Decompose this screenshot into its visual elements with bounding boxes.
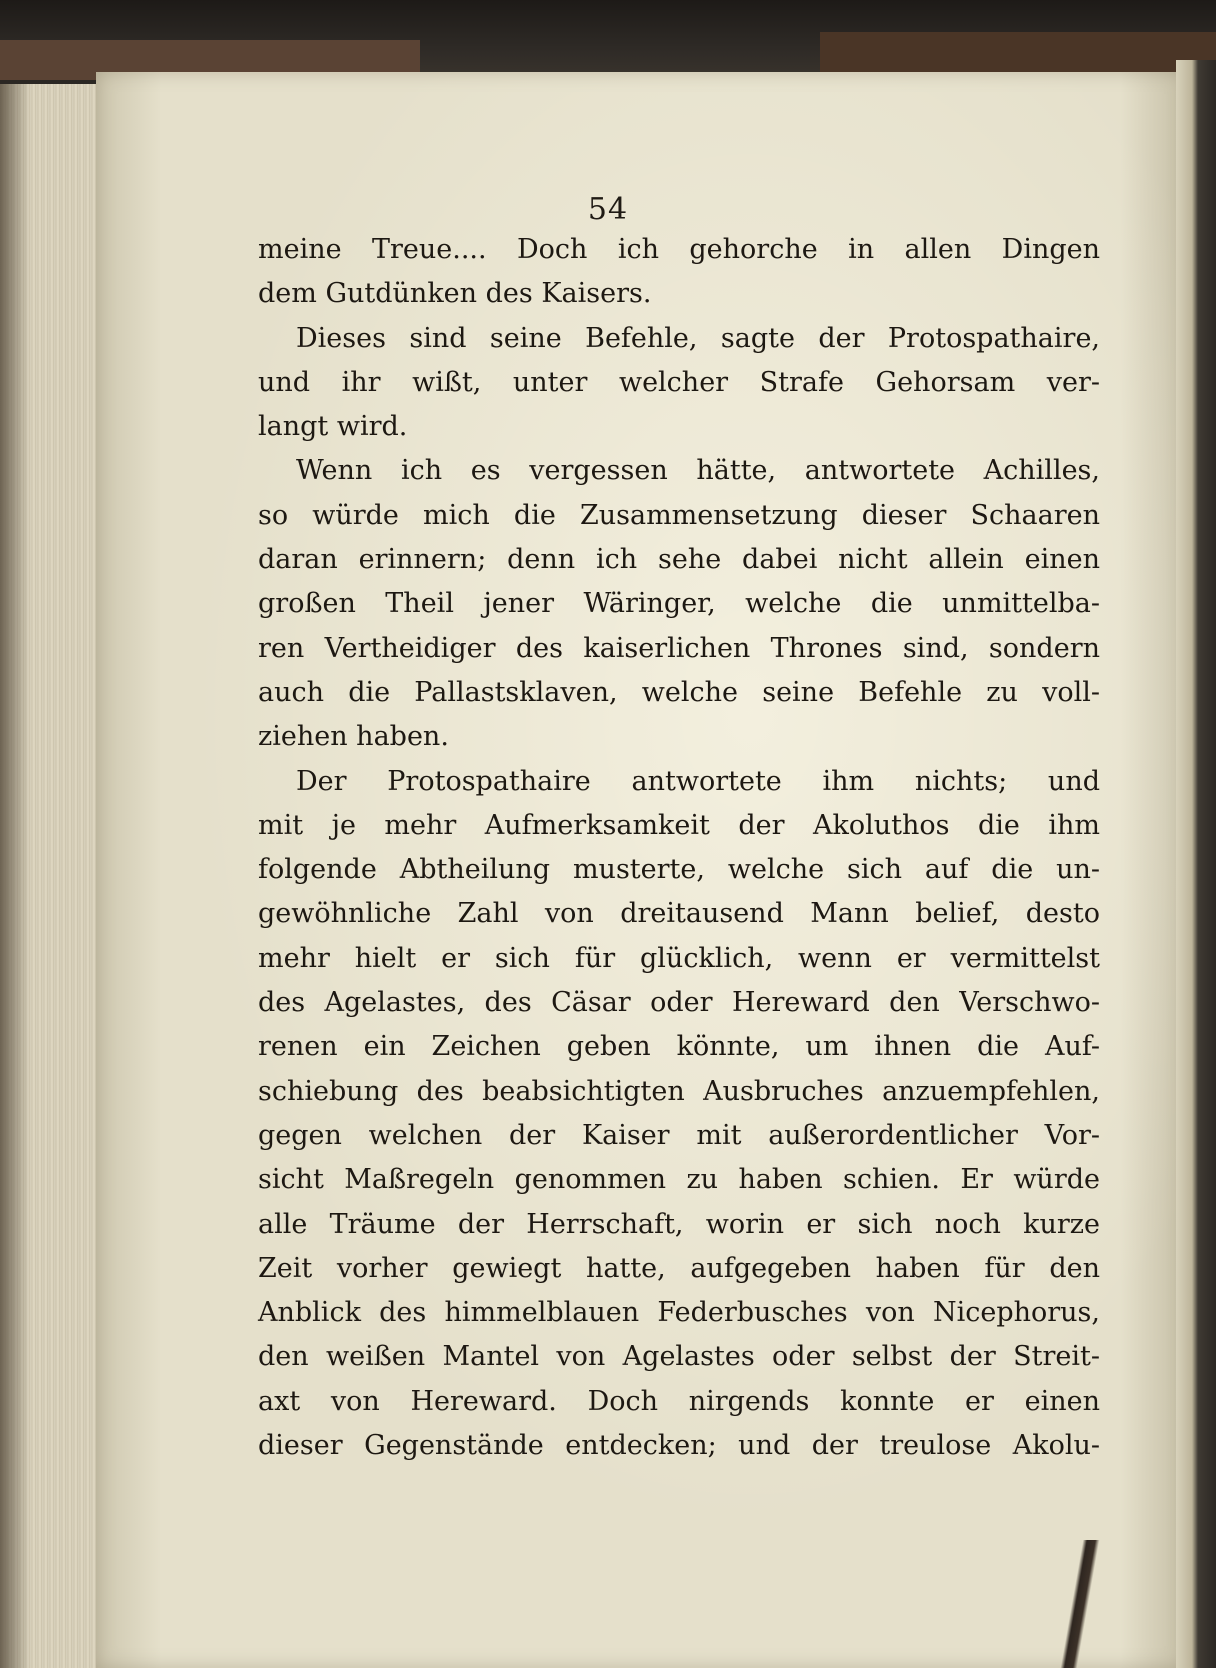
text-line: Zeit vorher gewiegt hatte, aufgegeben haben für den [258,1252,1100,1284]
text-line: axt von Hereward. Doch nirgends konnte er einen [258,1385,1100,1417]
text-line: Anblick des himmelblauen Federbusches von Nicephorus, [258,1297,1100,1329]
body-text [258,228,1100,1468]
text-line: den weißen Mantel von Agelastes oder selbst der Streit- [258,1341,1100,1373]
page-stack-shadow [0,84,30,1668]
text-line: gegen welchen der Kaiser mit außerordentlicher Vor- [258,1119,1100,1151]
text-line: Dieses sind seine Befehle, sagte der Protospathaire, [296,322,1100,354]
text-line: renen ein Zeichen geben könnte, um ihnen die Auf- [258,1031,1100,1063]
text-line: so würde mich die Zusammensetzung dieser Schaaren [258,499,1100,531]
text-line: des Agelastes, des Cäsar oder Hereward den Verschwo- [258,987,1100,1019]
text-line: mehr hielt er sich für glücklich, wenn er vermittelst [258,942,1100,974]
text-line: mit je mehr Aufmerksamkeit der Akoluthos die ihm [258,809,1100,841]
text-line: ziehen haben. [258,721,449,753]
text-line: schiebung des beabsichtigten Ausbruches anzuempfehlen, [258,1075,1100,1107]
text-line: gewöhnliche Zahl von dreitausend Mann belief, desto [258,898,1100,930]
bookmark-thread [1050,1540,1110,1668]
text-line: dem Gutdünken des Kaisers. [258,278,652,310]
text-line: und ihr wißt, unter welcher Strafe Gehorsam ver- [258,366,1100,398]
text-line: dieser Gegenstände entdecken; und der treulose Akolu- [258,1430,1100,1462]
text-line: Wenn ich es vergessen hätte, antwortete Achilles, [296,455,1100,487]
text-line: sicht Maßregeln genommen zu haben schien. Er würde [258,1164,1100,1196]
text-line: auch die Pallastsklaven, welche seine Befehle zu voll- [258,676,1100,708]
page-number: 54 [587,192,629,227]
text-line: folgende Abtheilung musterte, welche sich auf die un- [258,854,1100,886]
binding-edge [1176,60,1216,1668]
text-line: alle Träume der Herrschaft, worin er sich noch kurze [258,1208,1100,1240]
text-line: meine Treue.... Doch ich gehorche in allen Dingen [258,234,1100,265]
text-line: langt wird. [258,411,408,443]
text-line: Der Protospathaire antwortete ihm nichts; und [296,765,1100,797]
text-line: daran erinnern; denn ich sehe dabei nicht allein einen [258,544,1100,576]
text-line: ren Vertheidiger des kaiserlichen Thrones sind, sondern [258,632,1100,664]
text-line: großen Theil jener Wäringer, welche die unmittelba- [258,588,1100,620]
